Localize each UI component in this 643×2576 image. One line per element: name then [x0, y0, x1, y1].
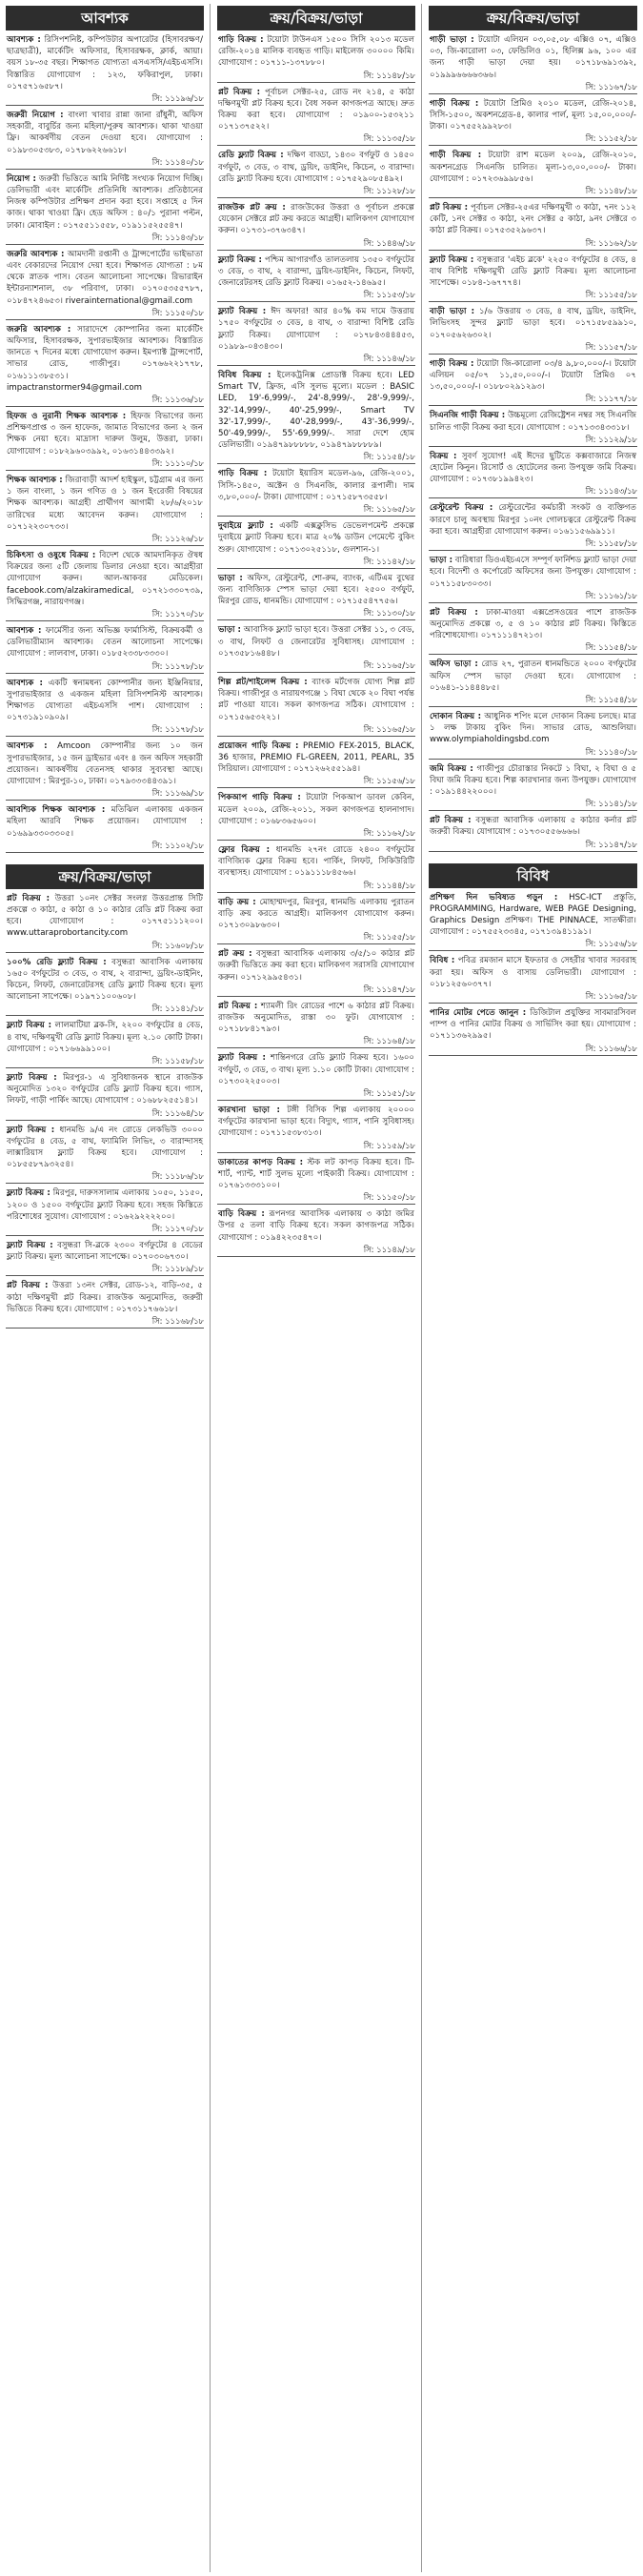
classified-ad — [217, 306, 415, 353]
ad-body: ধানমন্ডি ২৭নং রোডে ২৪০০ বর্গফুটের বাণিজ্যিক ফ্লোর বিক্রয় হবে। পার্কিং, লিফট, সিকিউরিটি ব্যবস্থাসহ। যোগাযোগ : ০১৯১১১৮৪৫৬৬। — [218, 844, 414, 879]
ad-body: ঈদ অফার! আর ৪০% কম দামে উত্তরায় ১৭৫০ বর্গফুটের ৩ বেড, ৪ বাথ, ৩ বারান্দা বিশিষ্ট রেডি ফ্ল্যাট বিক্রয়। যোগাযোগ : ০১৭৮৪৩৪৪৪৫৩, ০১৯৮৯-০৪৩৪৩০। — [218, 307, 414, 352]
ad-title: গাড়ি বিক্রয় : — [218, 469, 268, 479]
ad-body: দক্ষিণ বাড্ডা, ১৪৩০ বর্গফুট ও ১৪৫০ বর্গফুট, ৩ বেড, ৩ বাথ, ড্রয়িং, ডাইনিং, কিচেন, ৩ বারান্দা। রেডি ফ্ল্যাট বিক্রয় হবে। যোগাযোগ : ০১৭৫২৯০৮৫৪৯২। — [218, 151, 415, 184]
ad-body: মিরপুর, দারুসসালাম এলাকায় ১০৫০, ১১৫০, ১২০০ ও ১৫০০ বর্গফুটের ফ্ল্যাট বিক্রয় হবে। সহজ কিস্তিতে পরিশোধের সুযোগ। যোগাযোগ : ০১৬২৯২২২২০০। — [7, 1188, 203, 1222]
ad-code: সি: ১১১৪৪/১৮ — [217, 880, 415, 893]
classified-ad — [429, 815, 637, 838]
classified-ad — [429, 150, 637, 185]
classified-ad — [217, 740, 415, 776]
ad-code: সি: ১১১৫১/১৮ — [217, 1087, 415, 1101]
ad-code: সি: ১১১৪৮/১৮ — [217, 70, 415, 83]
ad-body: পূর্বাচল সেক্টর-২৫, রোড নং ২১৪, ৫ কাঠা দক্ষিণমুখী প্লট বিক্রয় হবে। বৈধ সকল কাগজপত্র আছে। দ্রুত বিক্রয় করা হবে। যোগাযোগ : ০১৯০০-১৫৩২১১ ০১৭১৩৭৫২২। — [218, 87, 414, 132]
ad-code: সি: ১১১৪৯/১৮ — [217, 1244, 415, 1257]
ad-body: টয়োটা প্রিমিও ২০১০ মডেল, রেজি-২০১৪, সিসি-১৫০০, অকশনগ্রেড-৪, কালার পার্ল, মূল্য ১৫,০০,০০০/- টাকা। ০১৭৫৫২৯৯২৮৩। — [430, 98, 637, 132]
ad-title: প্লট বিক্রয় : — [430, 816, 472, 826]
ad-title: প্লট ক্রয় : — [218, 949, 252, 960]
classified-ad — [429, 451, 637, 486]
ad-body: রূপনগর আবাসিক এলাকায় ৩ কাঠা জমির উপর ৫ তলা বাড়ি বিক্রয় হবে। সকল কাগজপত্র সঠিক। যোগাযোগ : ০১৯৪২২৩৫৪৭০। — [218, 1209, 415, 1243]
ad-title: আবশ্যিক শিক্ষক আবশ্যক : — [7, 805, 106, 816]
classified-ad — [217, 202, 415, 237]
ad-code: সি: ১১১৫৪/১৮ — [217, 451, 415, 464]
ad-code: সি: ১১১০২/১৮ — [6, 840, 204, 853]
classified-ad — [429, 358, 637, 394]
ad-title: গাড়ী বিক্রয় : — [430, 358, 474, 369]
ad-body: টয়োটা এলিয়ন ০৩,০৫,০৮ এক্সিও ০৭, এক্সিও ০৩, জি-কারোলা ০৩, ফেন্ডিলিও ০১, হিলিক্স ৯৬, ১০০ এর জন্য গাড়ী ভাড়া দেয়া হয়। ০১৭১৮৬৯১৩৯২, ০১৯৯৯৬৬৬৬৩৬৬। — [430, 35, 636, 80]
ad-code: সি: ১১১৬৪/১৮ — [6, 1107, 204, 1121]
ad-code: সি: ১১১৬৪/১৮ — [217, 1035, 415, 1048]
ad-code: সি: ১১১৫৮/১৮ — [6, 1055, 204, 1068]
ad-code: সি: ১১১৬৫/১৮ — [217, 659, 415, 673]
ad-code: সি: ১১১৩০/১৮ — [217, 607, 415, 620]
ad-title: ফ্ল্যাট বিক্রয় : — [7, 1241, 53, 1251]
ad-title: ফ্ল্যাট বিক্রয় : — [7, 1021, 52, 1031]
ad-title: রেস্টুরেন্ট বিক্রয় : — [430, 503, 493, 514]
ad-title: ফ্ল্যাট বিক্রয় : — [7, 1073, 57, 1083]
ad-body: টয়োটা পিকআপ ডাবল কেবিন, মডেল ২০০৯, রেজি-২০১১, সকল কাগজপত্র হালনাগাদ। যোগাযোগ : ০১৬৮৩৬৫৬০০। — [218, 793, 415, 826]
classified-ad — [217, 370, 415, 451]
ad-title: প্রয়োজন গাড়ি বিক্রয় : — [218, 740, 299, 751]
classified-ad — [217, 1157, 415, 1192]
classified-ad — [6, 1125, 204, 1171]
ad-title: ফ্ল্যাট বিক্রয় : — [218, 254, 262, 265]
ad-title: আবশ্যক : — [7, 678, 43, 688]
ad-title: প্লট বিক্রয় : — [7, 1281, 49, 1291]
ad-code: সি: ১১১৭৮/১৮ — [6, 723, 204, 737]
ad-body: বসুন্ধরা আবাসিক এলাকায় ৫ কাঠার কর্নার প্লট জরুরী বিক্রয়। যোগাযোগ : ০১৭৩০৫৫৬৬৬৬। — [430, 816, 636, 838]
ad-body: Amcoon কোম্পানীর জন্য ১০ জন সুপারভাইজার, ১৫ জন ড্রাইভার এবং ৪ জন অফিস সহকারী প্রয়োজন। আকর্ষণীয় বেতনসহ থাকার সুব্যবস্থা আছে। যোগাযোগ : মিরপুর-১০, ঢাকা। ০১৭৯৩৩৩৪৪৩৯১। — [7, 741, 203, 786]
ad-code: সি: ১১১৬২/১৮ — [429, 237, 637, 251]
ad-body: শান্তিনগরে রেডি ফ্ল্যাট বিক্রয় হবে। ১৬০০ বর্গফুট, ৩ বেড, ৩ বাথ। মূল্য ১.১০ কোটি টাকা। যোগাযোগ : ০১৭৩০২২৫০০৩। — [218, 1053, 415, 1086]
ad-body: টয়োটা রাশ মডেল ২০০৯, রেজি-২০১০, অকশনগ্রেড সিএনজি চালিত। মূল্য-১৩,০০,০০০/- টাকা। যোগাযোগ : ০১৭২৩৬৯৯৮৫৬। — [430, 151, 636, 184]
ad-code: সি: ১১৪৪৬/১৮ — [217, 237, 415, 251]
ad-body: মতিঝিল এলাকায় একজন মহিলা আরবি শিক্ষক প্রয়োজন। যোগাযোগ : ০১৬৯৯৩৩০৩৩০৫। — [7, 805, 204, 839]
ad-body: ইলেকট্রনিক্স প্রোডাক্ট বিক্রয় হবে। LED Smart TV, ফ্রিজ, এসি সুলভ মূল্যে। মডেল : BASIC LED, 19'-6,999/-, 24'-8,999/-, 28'-9,999/-, 32'-14,999/-, 40'-25,999/-, Smart TV 32'-17,999/-, 40'-28,999/-, 43'-36,999/-, 50'-49,999/-, 55'-69,999/-. সারা দেশে হোম ডেলিভারী। ০১৯৪৭৯৮৮৮৮৮, ০১৯৪৭৯৮৮৮৮৯। — [218, 371, 414, 451]
classified-ad — [6, 1240, 204, 1263]
classified-ad — [429, 202, 637, 237]
ad-code: সি: ১১১৯৬/১৮ — [6, 92, 204, 106]
ad-code: সি: ১১১৬৬/১৮ — [429, 1043, 637, 1056]
ad-title: নিয়োগ : — [7, 173, 36, 184]
ad-body: রিসিপশনিষ্ট, কম্পিউটার অপারেটর (হিসাবরক্ষণ/ছাত্রছাত্রী), মার্কেটিং অফিসার, হিসাবরক্ষক, ক্লার্ক, আয়া। বয়স ১৮-৩৫ বছর। শিক্ষাগত যোগ্যতা এসএসসি/এইচএসসি। বিস্তারিত যোগাযোগ : ১২৩, ফকিরাপুল, ঢাকা। ০১৭৫৭১৬৫৮৭। — [7, 35, 203, 91]
classified-ad — [6, 1072, 204, 1107]
ad-code: সি: ১১১১০/১৮ — [6, 457, 204, 471]
ad-body: আমদানী রপ্তানী ও ট্রান্সপোর্টের ভাইভাতা এবং বেকারদের নিয়োগ দেয়া হবে। শিক্ষাগত যোগ্যতা : ৮ম থেকে স্নাতক পাস। বেতন আলোচনা সাপেক্ষে। রিভারাইন ইন্টারন্যাশনাল, ৩৮ পরিবাগ, ঢাকা। ০১৭০৫৩৫৫৭৮৭, ০১৮৪৭২৪৬৫৩। riverainternational@gmail.com — [7, 249, 203, 306]
classified-ad — [6, 678, 204, 724]
ad-title: গাড়ি বিক্রয় : — [218, 35, 264, 45]
ad-code: সি: ১১১৩৬/১৮ — [6, 394, 204, 407]
ad-title: ভাড়া : — [430, 556, 453, 566]
ad-body: বাংলা খাবার রান্না জানা রাঁধুনী, অফিস সহকারী, বাবুর্চির জন্য মহিলা/পুরুষ আবশ্যক। থাকা খাওয়া ফ্রি। আকর্ষণীয় বেতন দেওয়া হবে। যোগাযোগ : ০১৯৮৩০৫৩৮৩, ০১৭৮৬২২৬৬১৮। — [7, 111, 203, 155]
column-1 — [6, 4, 204, 2572]
ad-title: ফ্লোর বিক্রয় : — [218, 844, 271, 855]
ad-body: মোহাম্মদপুর, মিরপুর, ধানমন্ডি এলাকায় পুরাতন বাড়ি ক্রয় করতে আগ্রহী। মালিকগণ যোগাযোগ করুন। ০১৭১৩০৯৮৬৩০। — [218, 897, 414, 930]
classified-ad — [6, 1020, 204, 1055]
ad-code: সি: ১১১৭০/১৮ — [6, 1223, 204, 1236]
ad-body: টয়োটা জি-কারোলা ০৩/৪ ৯,৮০,০০০/-। টয়োটা এলিয়ন ০৫/০৭ ১১,৫০,০০০/-। টয়োটা প্রিমিও ০৭ ১৩,৫০,০০০/-। ০১৮৮০২৯১২৯৩। — [430, 358, 636, 393]
ad-body: ঢাকা-মাওয়া এক্সপ্রেসওয়ের পাশে রাজউক অনুমোদিত প্রকল্পে ৩, ৫ ও ১০ কাঠার প্লট বিক্রয়। কিস্তিতে পরিশোধযোগ্য। ০১৭১১১৪৭২১৩। — [430, 607, 636, 641]
ad-code: সি: ১১১৬৫/১৮ — [217, 723, 415, 737]
classified-ad — [429, 711, 637, 746]
classified-ad — [217, 34, 415, 70]
ad-body: টয়োটা টাউনএস ১৫০০ সিসি ২০১৩ মডেল রেজি-২০১৪ মালিক ব্যবহৃত গাড়ি। মাইলেজ ৩০০০০ কিমি। যোগাযোগ : ০১৭১১-১৩৭৮৮০। — [218, 35, 414, 69]
ad-title: রেডি ফ্ল্যাট বিক্রয় : — [218, 151, 284, 161]
ad-title: বাড়ী ভাড়া : — [430, 307, 475, 317]
ad-body: বারিধারা ডিওএইচএসে সম্পূর্ণ ফার্নিশড ফ্ল্যাট ভাড়া দেয়া হবে। বিদেশী ও কর্পোরেট অফিসের জন্য উপযুক্ত। যোগাযোগ : ০১৭১১৫৮৩০৩৩। — [430, 556, 636, 589]
classified-ad — [6, 34, 204, 92]
ad-title: ফ্ল্যাট বিক্রয় : — [7, 1125, 55, 1135]
classified-ad — [429, 955, 637, 990]
ad-code: সি: ১১১৮৬/১৮ — [6, 1170, 204, 1184]
ad-body: পবিত্র রমজান মাসে ইফতার ও সেহরীর খাবার সরবরাহ করা হয়। অফিস ও বাসায় ডেলিভারী। যোগাযোগ : ০১৮১২৫৬০৩৭৭। — [430, 956, 637, 989]
ad-title: প্লট বিক্রয় : — [218, 1001, 258, 1011]
ad-body: ধানমন্ডি ৯/এ নং রোডে লেকভিউ ৩০০০ বর্গফুটের ৪ বেড, ৫ বাথ, ফ্যামিলি লিভিং, ৩ বারান্দাসহ লাক্সারিয়াস ফ্ল্যাট বিক্রয় হবে। যোগাযোগ : ০১৮৫৫৮৭৯৩২৫৪। — [7, 1125, 204, 1170]
ad-body: বসুন্ধরা আবাসিক এলাকায় ৩/৫/১০ কাঠার প্লট জরুরী ভিত্তিতে ক্রয় করা হবে। মালিকগণ সরাসরি যোগাযোগ করুন। ০১৭১২৯৯৫৪৩১। — [218, 949, 415, 983]
ad-title: বাড়ি বিক্রয় : — [218, 1209, 265, 1220]
ad-title: প্লট বিক্রয় : — [430, 607, 478, 618]
ad-body: অফিস, রেস্টুরেন্ট, শো-রুম, ব্যাংক, এটিএম বুথের জন্য বাণিজ্যিক স্পেস ভাড়া দেয়া হবে। ২৫০০ বর্গফুট, মিরপুর রোড, ধানমন্ডি। যোগাযোগ : ০১৭১৫৫৪৭৭৫৬। — [218, 573, 415, 607]
classified-ad — [217, 844, 415, 880]
ad-code: সি: ১১১৩৫/১৮ — [217, 132, 415, 146]
ad-body: বিদেশ থেকে আমদানিকৃত ঔষধ বিক্রয়ের জন্য ৫টি জেলায় ডিলার নেওয়া হবে। আগ্রহীরা যোগাযোগ করুন। আল-আকবর মেডিকেল। facebook.com/alzakiramedical, ০১৭২১৩৩০৭৩৯, সিদ্ধিরগঞ্জ, নারায়ণগঞ্জ। — [7, 550, 204, 607]
column-3 — [429, 4, 637, 2572]
ad-title: শিল্প প্লট/শাইলেন্স বিক্রয় : — [218, 677, 308, 687]
classified-ad — [217, 624, 415, 659]
ad-body: আবাসিক ফ্ল্যাট ভাড়া হবে। উত্তরা সেক্টর ১১, ৩ বেড, ৩ বাথ, লিফট ও জেনারেটর সুবিধাসহ। যোগাযোগ : ০১৭৩৫৮১৬৪৪৮। — [218, 625, 414, 659]
classified-ad — [6, 804, 204, 840]
ad-body: ব্যাংক মর্টগেজ যোগ্য শিল্প প্লট বিক্রয়। গাজীপুর ও নারায়ণগঞ্জে ১ বিঘা থেকে ২০ বিঘা পর্যন্ত প্লট পাওয়া যাবে। সকল কাগজপত্র সঠিক। যোগাযোগ : ০১৭১৫৬৫৩২২১। — [218, 677, 415, 722]
ad-title: অফিস ভাড়া : — [430, 659, 478, 670]
ad-title: জরুরী নিয়োগ : — [7, 111, 64, 121]
classified-ad — [217, 897, 415, 932]
ad-body: জিরাবাড়ী আদর্শ হাইস্কুল, চট্টগ্রাম এর জন্য ১ জন বাংলা, ১ জন গণিত ও ১ জন ইংরেজী বিষয়ের শিক্ষক আবশ্যক। আগ্রহী প্রার্থীগণ আগামী ২৮/৬/২০১৮ তারিখের মধ্যে আবেদন করুন। যোগাযোগ : ০১৭১২২৩০৭৩৩। — [7, 475, 203, 532]
ad-code: সি: ১১৬০৮/১৮ — [6, 940, 204, 953]
ad-title: বাড়ি ক্রয় : — [218, 897, 256, 907]
classified-ad — [429, 659, 637, 694]
classified-ad — [6, 550, 204, 608]
classified-ad — [429, 763, 637, 799]
ad-code: সি: ১১১৬৫/১৮ — [429, 990, 637, 1004]
ad-code: সি: ১১১৬১/১৮ — [429, 590, 637, 603]
ad-title: বিক্রয় : — [430, 451, 457, 461]
ad-title: গাড়ী বিক্রয় : — [430, 151, 482, 161]
ad-code: সি: ১১১২৯/১৮ — [429, 434, 637, 447]
ad-title: জমি বিক্রয় : — [430, 763, 473, 774]
ad-code: সি: ১১১৫৬/১৮ — [217, 775, 415, 788]
ad-body: সুবর্ণ সুযোগ! এই ঈদের ছুটিতে কক্সবাজারে নিজস্ব হোটেল কিনুন। রিসোর্ট ও হোটেলের জন্য উপযুক্ত জমি বিক্রয়। যোগাযোগ : ০১৭৩৮১৯৯৪২৩। — [430, 451, 636, 485]
ad-body: HSC-ICT প্রস্তুতি, PROGRAMMING, Hardware, WEB PAGE Designing, Graphics Design প্রশিক্ষণ। THE PINNACE, সাতক্ষীরা। যোগাযোগ : ০১৭৫৫২৩৩৪৫, ০১৭১৩৯৪১১৯১। — [430, 892, 636, 938]
ad-body: পূর্বাচল সেক্টর-২৫এর দক্ষিণমুখী ৩ কাঠা, ৭নং ১১২ কেটি, ১নং সেক্টর ৩ কাঠা, ২নং সেক্টর ৫ কাঠা, ৯নং সেক্টরে ৩ কাঠা প্লট বিক্রয়। ০১৭৫৩৫২৯৬৩৭। — [430, 203, 637, 236]
ad-code: সি: ১১১৫৭/১৮ — [429, 341, 637, 355]
ad-body: একটি স্বনামধন্য কোম্পানীর জন্য ইঞ্জিনিয়ার, সুপারভাইজার ও একজন মহিলা রিসিপশনিস্ট আবশ্যক। শিক্ষাগত যোগ্যতা এইচএসসি পাশ। যোগাযোগ : ০১৭৩১৯১০৯০৯। — [7, 678, 204, 723]
section-header: ক্রয়/বিক্রয়/ভাড়া — [429, 6, 637, 30]
ad-code: সি: ১১১৬৫/১৮ — [217, 503, 415, 517]
ad-body: উত্তরা ১৩নং সেক্টর, রোড-১২, বাড়ি-৩৫, ৫ কাঠা দক্ষিণমুখী প্লট বিক্রয়। রাজউক অনুমোদিত, জরুরী ভিত্তিতে বিক্রয় হবে। যোগাযোগ : ০১৭৩১১৭৬৬১৮। — [7, 1281, 204, 1314]
classified-ad — [429, 98, 637, 133]
classified-ad — [429, 892, 637, 939]
ad-title: প্লট বিক্রয় : — [7, 893, 50, 903]
ad-title: প্রশিক্ষণ দিন ভবিষ্যত গড়ুন : — [430, 892, 558, 903]
ad-body: বসুন্ধরা আবাসিক এলাকায় ১৬৫০ বর্গফুটের ৩ বেড, ৩ বাথ, ২ বারান্দা, ড্রয়িং-ডাইনিং, কিচেন, লিফট, জেনারেটরসহ রেডি ফ্ল্যাট বিক্রয় হবে। মূল্য আলোচনা সাপেক্ষে। ০১৯৭১১০০৬০৮। — [7, 957, 203, 1003]
classified-ad — [217, 1052, 415, 1087]
classified-ad — [429, 254, 637, 290]
ad-title: ফ্ল্যাট বিক্রয় : — [218, 307, 267, 317]
classified-ad — [217, 520, 415, 556]
classified-ad — [6, 1280, 204, 1315]
ad-title: ফ্ল্যাট বিক্রয় : — [430, 254, 474, 265]
classified-ad — [6, 324, 204, 394]
classified-ad — [6, 957, 204, 1004]
ad-code: সি: ১১১৫৫/১৮ — [429, 289, 637, 302]
ad-body: গাজীপুর চৌরাস্তার নিকটে ১ বিঘা, ২ বিঘা ও ৫ বিঘা জমি বিক্রয় হবে। শিল্প কারখানার জন্য উপযুক্ত। যোগাযোগ : ০১৯১৪৪২২০০০। — [430, 763, 636, 797]
ad-title: আবশ্যক : — [7, 741, 48, 752]
ad-code: সি: ১১১৫৪/১৮ — [429, 694, 637, 707]
ad-code: সি: ১১১৪০/১৮ — [429, 746, 637, 760]
ad-title: ফ্ল্যাট বিক্রয় : — [218, 1053, 266, 1064]
ad-code: সি: ১১১৭৮/১৮ — [6, 660, 204, 674]
classified-ad — [6, 110, 204, 156]
ad-title: জরুরি আবশ্যক : — [7, 249, 65, 259]
ad-title: শিক্ষক আবশ্যক : — [7, 475, 63, 485]
ad-title: আবশ্যক : — [7, 35, 41, 45]
classified-ad — [217, 677, 415, 723]
classified-ad — [6, 475, 204, 533]
classified-ad — [217, 573, 415, 608]
ad-body: ডিজিটাল প্রযুক্তির সাবমারসিবল পাম্প ও পানির মোটর বিক্রয় ও সার্ভিসিং করা হয়। যোগাযোগ : ০১৭১১৩৬২৯৯৫। — [430, 1007, 636, 1042]
classified-ad — [217, 87, 415, 133]
ad-code: সি: ১১১৫৫/১৮ — [217, 931, 415, 944]
classified-ad — [6, 173, 204, 232]
ad-title: দোকান বিক্রয় : — [430, 711, 482, 721]
ad-code: সি: ১১১৪১/১৮ — [429, 798, 637, 811]
ad-code: সি: ১১১৪২/১৮ — [217, 556, 415, 569]
ad-code: সি: ১১১৫৪/১৮ — [429, 641, 637, 655]
ad-body: আধুনিক শপিং মলে দোকান বিক্রয় চলছে। মাত্র ১ লক্ষ টাকায় বুকিং দিন। সাভার রোড, আশুলিয়া। www.olympiaholdingsbd.com — [430, 711, 636, 745]
ad-code: সি: ১১১৬৭/১৮ — [429, 81, 637, 94]
ad-title: প্লট বিক্রয় : — [218, 87, 261, 97]
ad-body: হিফজ বিভাগের জন্য প্রশিক্ষণপ্রাপ্ত ৩ জন হাফেজ, জামাত বিভাগের জন্য ২ জন শিক্ষক নেয়া হবে। মাদ্রাসা দারুল উলুম, উত্তরা, ঢাকা। যোগাযোগ : ০১৮২৯৬০৩৯৯২, ০১৬৩১৪৪৩৩৯২। — [7, 412, 203, 456]
ad-body: লালমাটিয়া ব্লক-সি, ২২০০ বর্গফুটের ৪ বেড, ৪ বাথ, দক্ষিণমুখী রেডি ফ্ল্যাট বিক্রয়। মূল্য ২.১০ কোটি টাকা। যোগাযোগ : ০১৭১৬৬৯৯১০০। — [7, 1021, 203, 1054]
ad-title: ফ্ল্যাট বিক্রয় : — [7, 1188, 50, 1199]
ad-title: ১০০% রেডি ফ্ল্যাট বিক্রয় : — [7, 957, 107, 967]
ad-title: ভাড়া : — [218, 625, 241, 636]
ad-title: পিকআপ গাড়ি বিক্রয় : — [218, 793, 301, 803]
ad-code: সি: ১১১৫৯/১৮ — [217, 1140, 415, 1153]
ad-code: সি: ১১১২৮/১৮ — [217, 185, 415, 198]
ad-body: বসুন্ধরা সি-ব্লকে ২৩০০ বর্গফুটের ৪ বেডের ফ্ল্যাট বিক্রয়। মূল্য আলোচনা সাপেক্ষে। ০১৭০৩০৬৭৩০। — [7, 1241, 204, 1263]
ad-code: সি: ১১১৬৯/১৮ — [6, 787, 204, 801]
section-header: ক্রয়/বিক্রয়/ভাড়া — [6, 864, 204, 889]
ad-code: সি: ১১১৫৬/১৮ — [429, 938, 637, 951]
ad-body: মিরপুর-১ এ সুবিধাজনক স্থানে রাজউক অনুমোদিত ১৩২০ বর্গফুটের রেডি ফ্ল্যাট বিক্রয় হবে। গ্যাস, লিফট, গাড়ী পার্কিং আছে। যোগাযোগ : ০১৬৮৮২৫৫১৪১। — [7, 1073, 203, 1106]
classified-ad — [429, 555, 637, 590]
ad-body: স্টক লট কাপড় বিক্রয় হবে। টি-শার্ট, প্যান্ট, শার্ট সুলভ মূল্যে পাইকারী বিক্রয়। যোগাযোগ : ০১৭৬১৩৩৩১০০। — [218, 1157, 414, 1191]
ad-title: গাড়ী ভাড়া : — [430, 35, 474, 45]
classified-ad — [429, 34, 637, 81]
ad-title: দুবাইয়ে ফ্ল্যাট : — [218, 521, 273, 532]
ad-title: গাড়ী বিক্রয় : — [430, 98, 479, 109]
ad-body: সারাদেশে কোম্পানির জন্য মার্কেটিং অফিসার, হিসাবরক্ষক, সুপারভাইজার আবশ্যক। বিস্তারিত জানতে ৭ দিনের মধ্যে যোগাযোগ করুন। ইমপ্যাক্ট ট্রান্সপোর্ট, সাভার রোড, গাজীপুর। ০১৭৬৬২২১৭৭৮, ০১৬১১১৩৮৫৩১। impactranstormer94@gmail.com — [7, 324, 203, 393]
classified-ad — [429, 306, 637, 341]
classified-ad — [6, 893, 204, 940]
classified-ad — [429, 502, 637, 538]
ad-title: বিবিধ : — [430, 956, 455, 966]
classified-ad — [6, 740, 204, 787]
ad-body: রোড ২৭, পুরাতন ধানমন্ডিতে ২০০০ বর্গফুটের অফিস স্পেস ভাড়া দেওয়া হবে। যোগাযোগ : ০১৬৪১-১১৪৪৪৮৫। — [430, 659, 636, 693]
ad-body: একটি এক্সক্লুসিভ ডেভেলপমেন্ট প্রকল্পে দুবাইয়ে ফ্ল্যাট বিক্রয় হবে। মাত্র ২০% ডাউন পেমেন্টে বুকিং শুরু। যোগাযোগ : ০১৭১৩০২৫১১৮, গুলশান-১। — [218, 521, 415, 555]
ad-title: জরুরি আবশ্যক : — [7, 324, 71, 335]
ad-code: সি: ১১১৫৮/১৮ — [429, 538, 637, 551]
classified-ad — [217, 254, 415, 290]
ad-body: রাজউকের উত্তরা ও পূর্বাচল প্রকল্পে যেকোন সেক্টরে প্লট ক্রয় করতে আগ্রহী। মালিকগণ যোগাযোগ করুন। ০১৭৩১-৩৭৬৩৪৭। — [218, 203, 415, 236]
ad-code: সি: ১১১৪১/১৮ — [6, 1003, 204, 1016]
classified-ad — [217, 150, 415, 185]
classified-ad — [217, 1208, 415, 1244]
ad-code: সি: ১১১৪৩/১৮ — [6, 232, 204, 245]
column-divider — [421, 4, 422, 2572]
ad-body: ফার্মেসীর জন্য অভিজ্ঞ ফার্মাসিস্ট, বিক্রয়কর্মী ও ডেলিভারীম্যান আবশ্যক। বেতন আলোচনা সাপেক্ষে। যোগাযোগ : লালবাগ, ঢাকা। ০১৮৫২৩৩৮৩৩৩০। — [7, 625, 204, 659]
ad-body: ১/৬ উত্তরায় ৩ বেড, ৪ বাথ, ড্রয়িং, ডাইনিং, লিভিংসহ সুন্দর ফ্ল্যাট ভাড়া হবে। ০১৭১৫৮৫৯৯১০, ০১৭০৫৬২৬৩০২। — [430, 307, 637, 340]
ad-body: উত্তরা ১০নং সেক্টর সংলগ্ন উত্তরপ্রান্ত সিটি প্রকল্পে ৩ কাঠা, ৫ কাঠা ও ১০ কাঠার রেডি প্লট বিক্রয় করা হবে। যোগাযোগ : ০১৭৭৫১১১২০০। www.uttaraprobortancity.com — [7, 893, 203, 939]
classified-ad — [429, 1007, 637, 1043]
ad-code: সি: ১১১৬২/১৮ — [217, 827, 415, 841]
ad-title: পানির মোটর পেতে জানুন : — [430, 1007, 527, 1018]
ad-code: সি: ১১১৭৭/১৮ — [429, 393, 637, 406]
classified-ad — [6, 625, 204, 660]
ad-code: সি: ১১১২৬/১৮ — [6, 533, 204, 546]
ad-body: বসুন্ধরার 'এইচ ব্লকে' ২২৫০ বর্গফুটের ৪ বেড, ৪ বাথ বিশিষ্ট দক্ষিণমুখী রেডি ফ্ল্যাট বিক্রয়। মূল্য আলোচনা সাপেক্ষে। ০১৮৪-১৬৭৭৭৪। — [430, 254, 637, 289]
classified-ad — [217, 1105, 415, 1140]
ad-code: সি: ১১১৪৮/১৮ — [429, 185, 637, 198]
ad-body: শ্যামলী রিং রোডের পাশে ৬ কাঠার প্লট বিক্রয়। রাজউক অনুমোদিত, রাস্তা ৩০ ফুট। যোগাযোগ : ০১৭১৮৮৪১৭৯৩। — [218, 1001, 414, 1035]
ad-code: সি: ১১১৭০/১৮ — [6, 608, 204, 621]
ad-body: উচ্চমূল্যে রেজিষ্ট্রেশন নম্বর সহ সিএনজি চালিত গাড়ী বিক্রয় করা হবে। যোগাযোগ : ০১৭১৩৩৪৩৩১৮। — [430, 411, 637, 433]
section-spacer — [6, 857, 204, 862]
ad-code: সি: ১১১৫৩/১৮ — [217, 289, 415, 302]
ad-title: ডাকাতের কাপড় বিক্রয় : — [218, 1157, 304, 1167]
classified-ad — [217, 1001, 415, 1036]
classified-ad — [429, 410, 637, 433]
classified-ad — [6, 249, 204, 307]
ad-title: হিফজ ও নুরানী শিক্ষক আবশ্যক : — [7, 412, 127, 422]
ad-body: টঙ্গী বিসিক শিল্প এলাকায় ২০০০০ বর্গফুটের কারখানা ভাড়া হবে। বিদ্যুৎ, গ্যাস, পানি সুবিধাসহ। যোগাযোগ : ০১৭১১৫৩৮৩১৩। — [218, 1105, 415, 1139]
ad-body: জরুরী ভিত্তিতে আমি নির্দিষ্ট সংখ্যক নিয়োগ দিচ্ছি। ডেলিভারী এবং মার্কেটিং প্রতিনিধি আবশ্যক। প্রতিষ্ঠানের নিজস্ব কম্পিউটার প্রশিক্ষণ প্রদান করা হবে। সপ্তাহে ৫ দিন কাজ। থাকা খাওয়া ফ্রি। হেড অফিস : ৪০/১ পুরানা পল্টন, ঢাকা। মোবাইল : ০১৭৫৫১১৫৫৮, ০১৯১১৫২৫৫৪৭। — [7, 173, 203, 231]
ad-body: পশ্চিম আগারগাঁও তালতলায় ১৩৫০ বর্গফুটের ৩ বেড, ৩ বাথ, ২ বারান্দা, ড্রয়িং-ডাইনিং, কিচেন, লিফট, জেনারেটরসহ রেডি ফ্ল্যাট বিক্রয়। ০১৬৫২-১৪৬৯৫। — [218, 254, 414, 289]
section-header: ক্রয়/বিক্রয়/ভাড়া — [217, 6, 415, 30]
section-spacer — [429, 856, 637, 862]
ad-code: সি: ১১১৫০/১৮ — [217, 1191, 415, 1205]
column-divider — [210, 4, 211, 2572]
classified-ad — [429, 607, 637, 642]
ad-title: রাজউক প্লট ক্রয় : — [218, 203, 286, 213]
section-header: বিবিধ — [429, 863, 637, 888]
classified-ad — [217, 468, 415, 503]
ad-code: সি: ১১১৬৮/১৮ — [6, 1315, 204, 1329]
classified-ad — [6, 1187, 204, 1223]
section-header: আবশ্যক — [6, 6, 204, 30]
ad-code: সি: ১১১৫২/১৮ — [429, 132, 637, 146]
ad-title: প্লট বিক্রয় : — [430, 203, 469, 213]
ad-title: কারখানা ভাড়া : — [218, 1105, 280, 1115]
ad-code: সি: ১১১৪০/১৮ — [6, 156, 204, 170]
ad-code: সি: ১১১৮৯/১৮ — [6, 1263, 204, 1276]
ad-title: সিএনজি গাড়ী বিক্রয় : — [430, 411, 506, 421]
ad-body: PREMIO FEX-2015, BLACK, 36 হাজার, PREMIO FL-GREEN, 2011, PEARL, 35 সিরিয়াল। যোগাযোগ : ০১৭১২৬২৫৫১৯৪। — [218, 740, 414, 775]
column-2 — [217, 4, 415, 2572]
ad-body: টয়োটা ইয়ারিস মডেল-৯৬, রেজি-২০০১, সিসি-১৪৫০, অক্টেন ও সিএনজি, কালার রূপালী। দাম ৩,৮০,০০০/- টাকা। যোগাযোগ : ০১৭১৫৮৭৩৫৫৮। — [218, 469, 414, 502]
ad-code: সি: ১১১৪৭/১৮ — [429, 839, 637, 852]
ad-title: ভাড়া : — [218, 573, 243, 583]
ad-code: সি: ১১১৫০/১৮ — [6, 307, 204, 320]
ad-code: সি: ১১১৪৭/১৮ — [217, 984, 415, 997]
ad-title: বিবিধ বিক্রয় : — [218, 371, 271, 381]
ad-code: সি: ১১১৪৬/১৮ — [217, 353, 415, 366]
ad-code: সি: ১১১৪৩/১৮ — [429, 485, 637, 498]
ad-body: রেস্টুরেন্টের কর্মচারী সংকট ও ব্যক্তিগত কারণে চালু অবস্থায় মিরপুর ১০নং গোলচত্বরে রেস্টুরেন্ট বিক্রয় করা হবে। আগ্রহীরা যোগাযোগ করুন। ০১৬১১৫৬৯৯১১। — [430, 503, 636, 537]
classified-ad — [217, 948, 415, 984]
ad-title: চিকিৎসা ও ওষুধে বিক্রয় : — [7, 550, 96, 560]
classified-ad — [6, 411, 204, 457]
ad-title: আবশ্যক : — [7, 625, 42, 636]
classified-ad — [217, 792, 415, 827]
